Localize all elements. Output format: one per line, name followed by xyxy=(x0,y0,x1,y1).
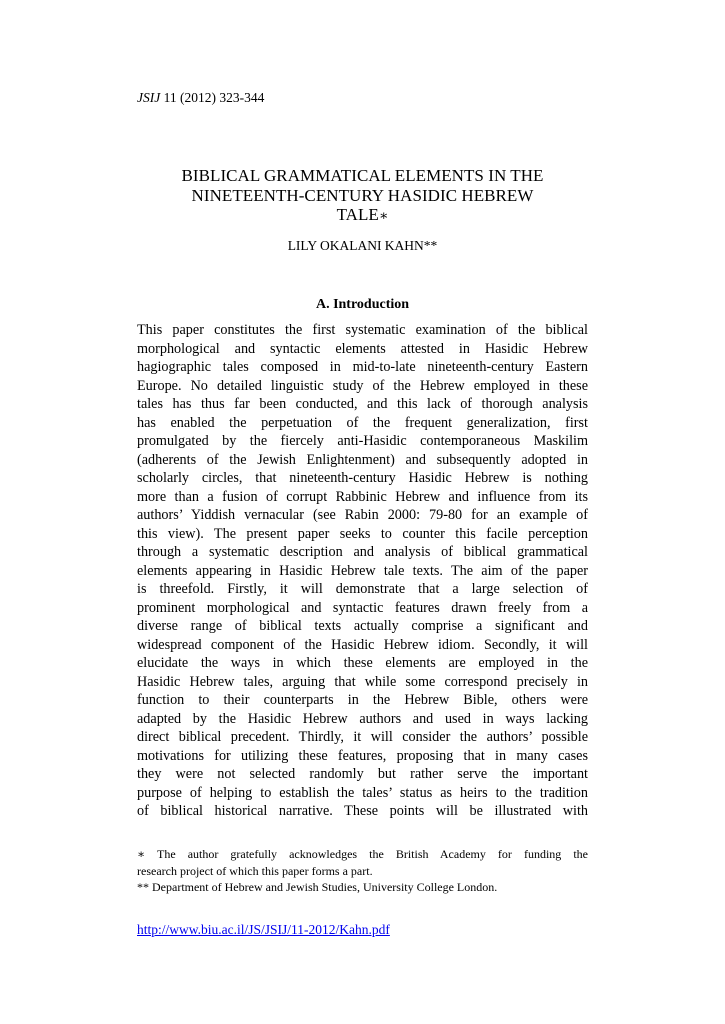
body-line: morphological and syntactic elements attested in Hasidic Hebrew xyxy=(137,340,588,357)
title-footnote-marker: ∗ xyxy=(378,209,389,224)
body-line: motivations for utilizing these features, proposing that in many cases xyxy=(137,747,588,764)
journal-volume-pages: 11 (2012) 323-344 xyxy=(160,90,265,105)
body-line: of biblical historical narrative. These points will be illustrated with xyxy=(137,803,588,820)
journal-citation xyxy=(137,90,264,106)
title-line-2: NINETEENTH-CENTURY HASIDIC HEBREW xyxy=(191,185,534,205)
body-line: is threefold. Firstly, it will demonstrate that a large selection of xyxy=(137,581,588,598)
body-line: authors’ Yiddish vernacular (see Rabin 2000: 79-80 for an example of xyxy=(137,507,588,524)
paper-title xyxy=(137,166,588,227)
body-line: diverse range of biblical texts actually comprise a significant and xyxy=(137,618,588,635)
body-line: scholarly circles, that nineteenth-century Hasidic Hebrew is nothing xyxy=(137,470,588,487)
footnotes xyxy=(137,846,588,896)
body-line: widespread component of the Hasidic Hebrew idiom. Secondly, it will xyxy=(137,636,588,653)
body-line: promulgated by the fiercely anti-Hasidic contemporaneous Maskilim xyxy=(137,433,588,450)
title-line-3 xyxy=(137,205,588,227)
body-line: they were not selected randomly but rather serve the important xyxy=(137,766,588,783)
footnote-2: ** Department of Hebrew and Jewish Studies, University College London. xyxy=(137,880,498,894)
body-line: function to their counterparts in the Hebrew Bible, others were xyxy=(137,692,588,709)
body-line: more than a fusion of corrupt Rabbinic Hebrew and influence from its xyxy=(137,488,588,505)
body-line: elucidate the ways in which these elements are employed in the xyxy=(137,655,588,672)
body-line: tales has thus far been conducted, and this lack of thorough analysis xyxy=(137,396,588,413)
author-name: LILY OKALANI KAHN** xyxy=(287,238,438,253)
body-line: Europe. No detailed linguistic study of the Hebrew employed in these xyxy=(137,377,588,394)
section-heading: A. Introduction xyxy=(315,297,410,312)
footnote-1-line-1: ∗ The author gratefully acknowledges the British Academy for funding the xyxy=(137,847,588,861)
title-line-3-text: TALE xyxy=(336,205,379,224)
body-line: This paper constitutes the first systematic examination of the biblical xyxy=(137,322,588,338)
body-line: elements appearing in Hasidic Hebrew tale texts. The aim of the paper xyxy=(137,562,588,579)
body-line: (adherents of the Jewish Enlightenment) and subsequently adopted in xyxy=(137,451,588,468)
body-paragraph xyxy=(137,321,588,821)
body-line: hagiographic tales composed in mid-to-late nineteenth-century Eastern xyxy=(137,359,588,376)
body-line: Hasidic Hebrew tales, arguing that while some correspond precisely in xyxy=(137,673,588,690)
body-line: direct biblical precedent. Thirdly, it will consider the authors’ possible xyxy=(137,729,588,746)
body-line: through a systematic description and analysis of biblical grammatical xyxy=(137,544,588,561)
body-line: this view). The present paper seeks to counter this facile perception xyxy=(137,525,588,542)
title-line-1: BIBLICAL GRAMMATICAL ELEMENTS IN THE xyxy=(181,166,544,185)
body-line: purpose of helping to establish the tales’ status as heirs to the tradition xyxy=(137,784,588,801)
journal-name: JSIJ xyxy=(137,90,161,105)
body-line: has enabled the perpetuation of the frequent generalization, first xyxy=(137,414,588,431)
footnote-1-line-2: research project of which this paper forms a part. xyxy=(137,863,373,878)
paper-url-link[interactable]: http://www.biu.ac.il/JS/JSIJ/11-2012/Kahn.pdf xyxy=(137,922,390,937)
body-line: adapted by the Hasidic Hebrew authors and used in ways lacking xyxy=(137,710,588,727)
body-line: prominent morphological and syntactic features drawn freely from a xyxy=(137,599,588,616)
